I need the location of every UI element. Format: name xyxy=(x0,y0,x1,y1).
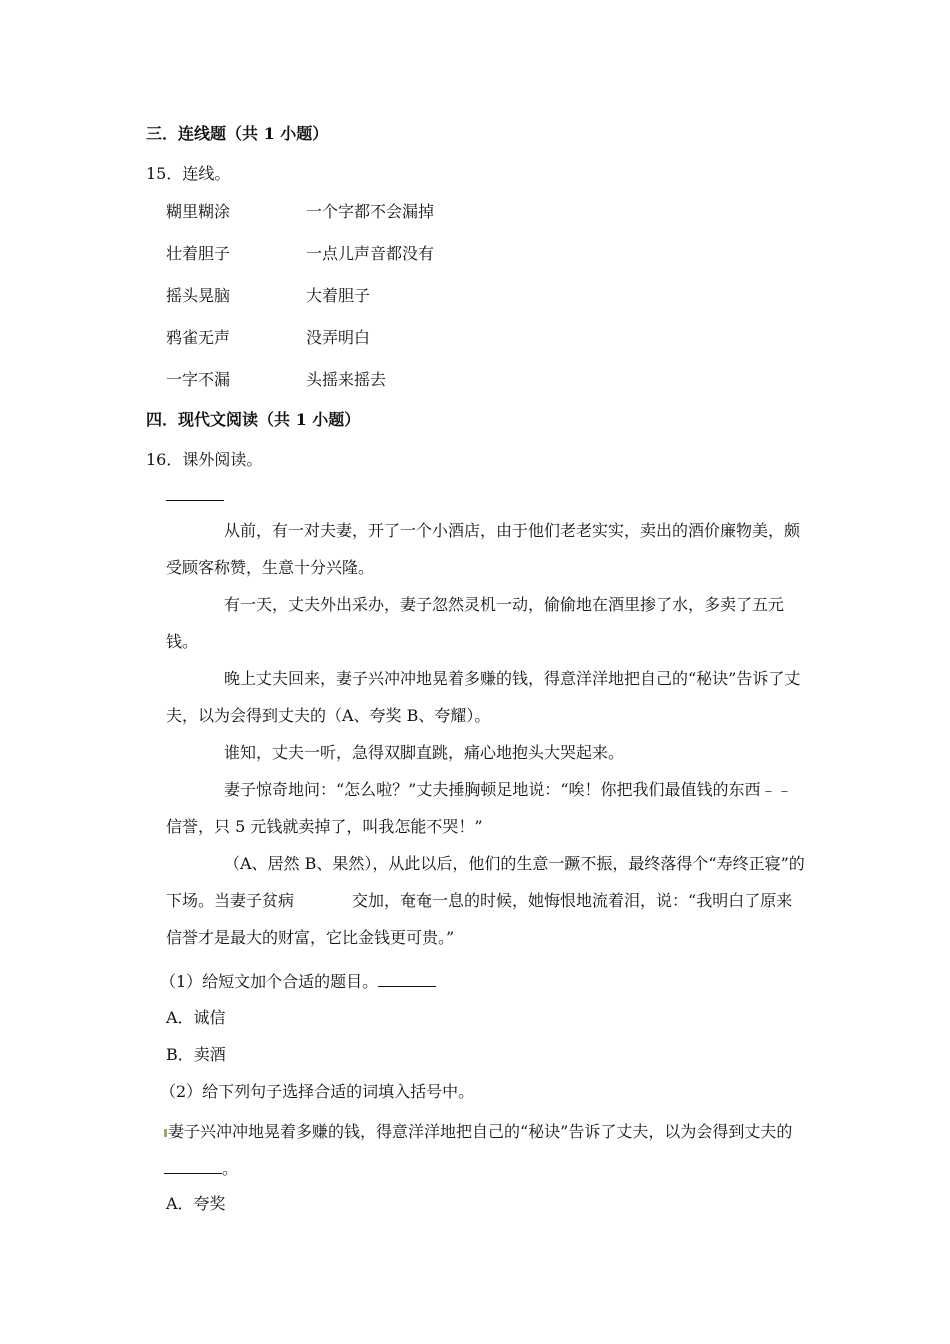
question-15-title: 15．连线。 xyxy=(146,164,231,183)
match-left-1[interactable]: 糊里糊涂 xyxy=(166,202,231,221)
sub-question-2-blank[interactable] xyxy=(164,1159,222,1174)
match-left-5[interactable]: 一字不漏 xyxy=(166,370,231,389)
passage-paragraph-6-part-a: （A、居然 B、果然），从此以后，他们的生意一蹶不振，最终落得个“寿终正寝”的下场。当妻子贫病 xyxy=(166,854,805,910)
match-right-5[interactable]: 头摇来摇去 xyxy=(306,370,387,389)
match-left-2[interactable]: 壮着胆子 xyxy=(166,244,231,263)
passage-paragraph-6 xyxy=(166,845,806,956)
sub-question-1-blank[interactable] xyxy=(378,972,436,987)
sub-question-2: （2）给下列句子选择合适的词填入括号中。 xyxy=(160,1082,475,1101)
sub-question-1-text: （1）给短文加个合适的题目。 xyxy=(160,972,379,991)
sub-question-2-option-a[interactable]: A．夸奖 xyxy=(166,1194,226,1213)
section-3-heading: 三．连线题（共 1 小题） xyxy=(146,124,329,143)
match-left-4[interactable]: 鸦雀无声 xyxy=(166,328,231,347)
sub-question-2-sentence xyxy=(164,1113,809,1187)
margin-marker xyxy=(164,1129,167,1137)
passage-paragraph-5: 妻子惊奇地问：“怎么啦？”丈夫捶胸顿足地说：“唉！你把我们最值钱的东西﹣﹣信誉，只 5 元钱就卖掉了，叫我怎能不哭！” xyxy=(166,780,793,836)
passage-paragraph-3: 晚上丈夫回来，妻子兴冲冲地晃着多赚的钱，得意洋洋地把自己的“秘诀”告诉了丈夫，以为会得到丈夫的（A、夸奖 B、夸耀）。 xyxy=(166,669,801,725)
passage-paragraph-4: 谁知，丈夫一听，急得双脚直跳，痛心地抱头大哭起来。 xyxy=(224,743,625,762)
match-right-1[interactable]: 一个字都不会漏掉 xyxy=(306,202,435,221)
sub-question-1 xyxy=(160,972,436,992)
passage-paragraph-6-part-b: 交加，奄奄一息的时候，她悔恨地流着泪，说：“我明白了原来信誉才是最大的财富，它比金钱更可贵。” xyxy=(166,891,793,947)
passage-paragraph-1: 从前，有一对夫妻，开了一个小酒店，由于他们老老实实，卖出的酒价廉物美，颇受顾客称赞，生意十分兴隆。 xyxy=(166,521,801,577)
match-left-3[interactable]: 摇头晃脑 xyxy=(166,286,231,305)
sub-question-1-option-b[interactable]: B．卖酒 xyxy=(166,1045,226,1064)
match-right-2[interactable]: 一点儿声音都没有 xyxy=(306,244,435,263)
passage-paragraph-2: 有一天，丈夫外出采办，妻子忽然灵机一动，偷偷地在酒里掺了水，多卖了五元钱。 xyxy=(166,595,785,651)
sub-question-1-option-a[interactable]: A．诚信 xyxy=(166,1008,226,1027)
title-blank-line[interactable] xyxy=(166,500,224,501)
sub-question-2-sentence-text: 妻子兴冲冲地晃着多赚的钱，得意洋洋地把自己的“秘诀”告诉了丈夫，以为会得到丈夫的 xyxy=(168,1122,793,1141)
match-right-3[interactable]: 大着胆子 xyxy=(306,286,371,305)
section-4-heading: 四．现代文阅读（共 1 小题） xyxy=(146,410,361,429)
question-16-title: 16．课外阅读。 xyxy=(146,450,263,469)
match-right-4[interactable]: 没弄明白 xyxy=(306,328,371,347)
sub-question-2-sentence-end: 。 xyxy=(222,1159,239,1178)
